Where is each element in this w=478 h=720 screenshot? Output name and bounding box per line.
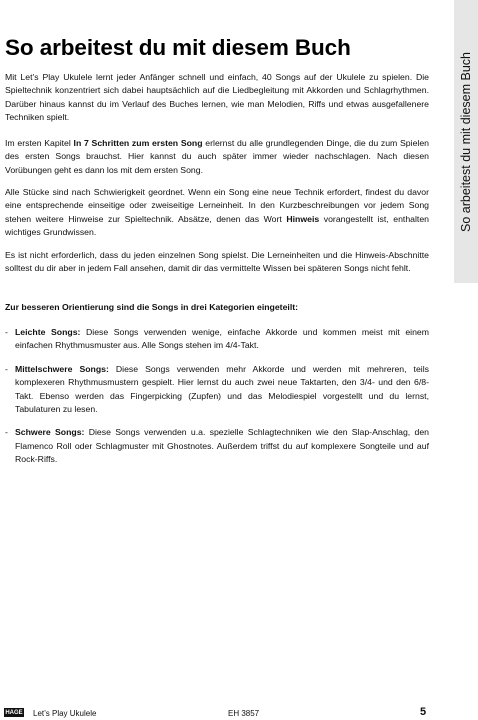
list-dash: - <box>5 363 8 374</box>
intro-paragraph: Mit Let’s Play Ukulele lernt jeder Anfänger schnell und einfach, 40 Songs auf der Ukulele zu spielen. Die Spieltechnik konzentriert sich dabei hauptsächlich auf die Liedbegleitung mit Akkorden und Schlagrhythmen. Darüber hinaus kannst du im Verlauf des Buches lernen, wie man Melodien, Riffs und etwas ausgefallenere Techniken spielt. <box>5 72 429 123</box>
side-tab-label: So arbeitest du mit diesem Buch <box>459 51 474 232</box>
footer-edition-code: EH 3857 <box>228 709 260 718</box>
page-footer <box>0 704 478 720</box>
text-run: Im ersten Kapitel <box>5 138 74 148</box>
text-run: Alle Stücke sind nach Schwierigkeit geordnet. Wenn ein Song eine neue Technik erfordert, findest du davor eine entsprechende einseitige oder zweiseitige Lerneinheit. In den Kurzbeschreibungen vor jedem Song stehen weitere Hinweise zur Spieltechnik. Absätze, denen das Wort <box>5 187 429 224</box>
categories-heading: Zur besseren Orientierung sind die Songs in drei Kategorien eingeteilt: <box>5 302 299 312</box>
text-run: erlernst du alle grundlegenden Dinge, die du zum Spielen des ersten Songs brauchst. Hier kannst du auch später immer wieder nachschlagen. Nach diesen Vorübungen geht es dann los mit dem ersten Song. <box>5 138 429 175</box>
list-item <box>5 426 429 466</box>
category-text: Diese Songs verwenden mehr Akkorde und werden mit mehreren, teils komplexeren Rhythmusmustern gespielt. Hier lernst du auch zwei neue Taktarten, den 3/4- und den 6/8-Takt. Ebenso werden das Fingerpicking (Zupfen) und das Melodiespiel vorgestellt und du lernst, Tabulaturen zu lesen. <box>15 363 429 415</box>
page-title: So arbeitest du mit diesem Buch <box>5 35 351 60</box>
category-label: Schwere Songs: <box>15 427 85 438</box>
chapter-name: In 7 Schritten zum ersten Song <box>73 138 203 148</box>
text-run: vorangestellt ist, enthalten wichtiges Grundwissen. <box>5 213 429 238</box>
category-text: Diese Songs verwenden wenige, einfache Akkorde und kommen meist mit einem einfachen Rhythmusmuster aus. Alle Songs stehen im 4/4-Takt. <box>15 327 429 351</box>
list-item <box>5 363 429 417</box>
list-dash: - <box>5 327 8 337</box>
category-label: Mittelschwere Songs: <box>15 363 109 374</box>
first-chapter-paragraph <box>5 137 429 177</box>
footer-book-title: Let’s Play Ukulele <box>33 709 97 718</box>
hint-keyword: Hinweis <box>286 213 320 224</box>
page-number: 5 <box>420 706 427 718</box>
list-item <box>5 326 429 353</box>
side-tab <box>454 0 478 283</box>
category-text: Diese Songs verwenden u.a. spezielle Schlagtechniken wie den Slap-Anschlag, den Flamenco Roll oder Schlagmuster mit Ghostnotes. Außerdem triffst du auf komplexere Songteile und auf Rock-Riffs. <box>15 427 429 465</box>
difficulty-paragraph <box>5 186 429 240</box>
list-dash: - <box>5 427 8 438</box>
category-label: Leichte Songs: <box>15 327 81 337</box>
category-list <box>5 326 429 467</box>
optional-paragraph: Es ist nicht erforderlich, dass du jeden einzelnen Song spielst. Die Lerneinheiten und die Hinweis-Abschnitte solltest du dir aber in jedem Fall ansehen, damit dir das vermittelte Wissen bei späteren Songs nicht fehlt. <box>5 250 429 274</box>
publisher-logo: HAGE <box>5 709 23 716</box>
